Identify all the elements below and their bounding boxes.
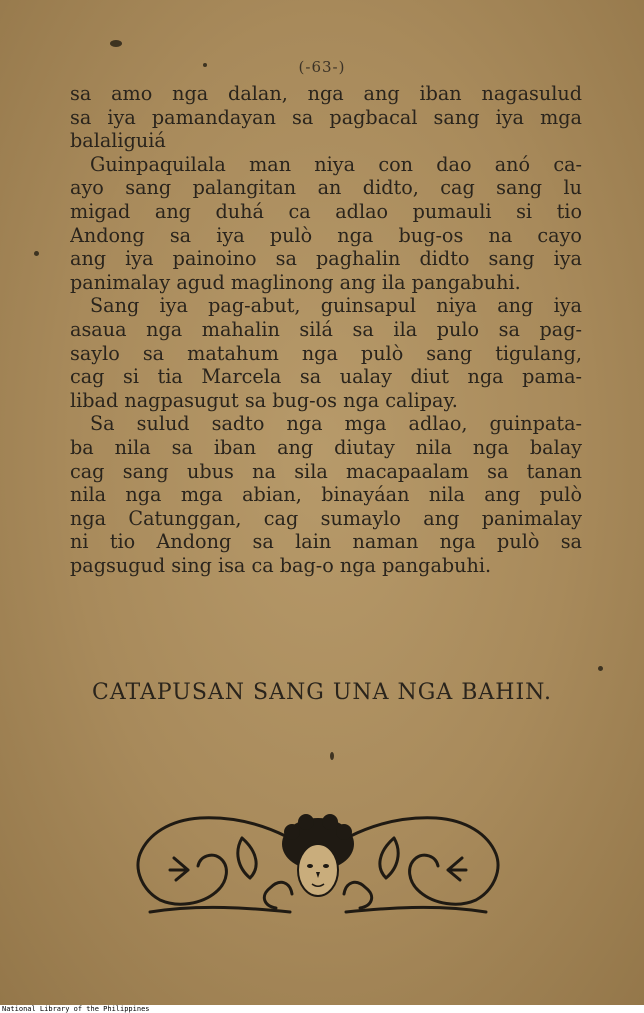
text-line: nila nga mga abian, binayáan nila ang pulò: [70, 483, 582, 507]
ink-speck: [34, 251, 39, 256]
text-line: balaliguiá: [70, 129, 166, 153]
ink-speck: [110, 40, 122, 47]
text-line: ba nila sa iban ang diutay nila nga balay: [70, 435, 582, 459]
ink-speck: [598, 666, 603, 671]
text-line: Sang iya pag-abut, guinsapul niya ang iya: [90, 294, 582, 318]
text-line: asaua nga mahalin silá sa ila pulo sa pag-: [70, 317, 582, 341]
page-number: (-63-): [298, 58, 346, 76]
text-line: panimalay agud maglinong ang ila pangabuhi.: [70, 270, 521, 294]
text-line: cag si tia Marcela sa ualay diut nga pama-: [70, 365, 582, 389]
text-line: pagsugud sing isa ca bag-o nga pangabuhi.: [70, 553, 492, 577]
floral-ornament-icon: [130, 808, 506, 918]
text-line: cag sang ubus na sila macapaalam sa tanan: [70, 459, 582, 483]
text-line: ayo sang palangitan an didto, cag sang lu: [70, 176, 582, 200]
text-line: saylo sa matahum nga pulò sang tigulang,: [70, 341, 582, 365]
text-line: ang iya painoino sa paghalin didto sang iya: [70, 247, 582, 271]
text-line: Sa sulud sadto nga mga adlao, guinpata-: [90, 412, 582, 436]
library-credit: National Library of the Philippines: [2, 1005, 150, 1013]
text-line: migad ang duhá ca adlao pumauli si tio: [70, 199, 582, 223]
text-line: sa iya pamandayan sa pagbacal sang iya mga: [70, 105, 582, 129]
text-line: nga Catunggan, cag sumaylo ang panimalay: [70, 506, 582, 530]
body-text: [70, 82, 582, 577]
ink-speck: [330, 752, 334, 760]
text-line: sa amo nga dalan, nga ang iban nagasulud: [70, 82, 582, 105]
text-line: ni tio Andong sa lain naman nga pulò sa: [70, 530, 582, 554]
section-closing-heading: CATAPUSAN SANG UNA NGA BAHIN.: [92, 680, 552, 705]
text-line: Andong sa iya pulò nga bug-os na cayo: [70, 223, 582, 247]
text-line: Guinpaquilala man niya con dao anó ca-: [90, 152, 582, 176]
text-line: libad nagpasugut sa bug-os nga calipay.: [70, 388, 458, 412]
